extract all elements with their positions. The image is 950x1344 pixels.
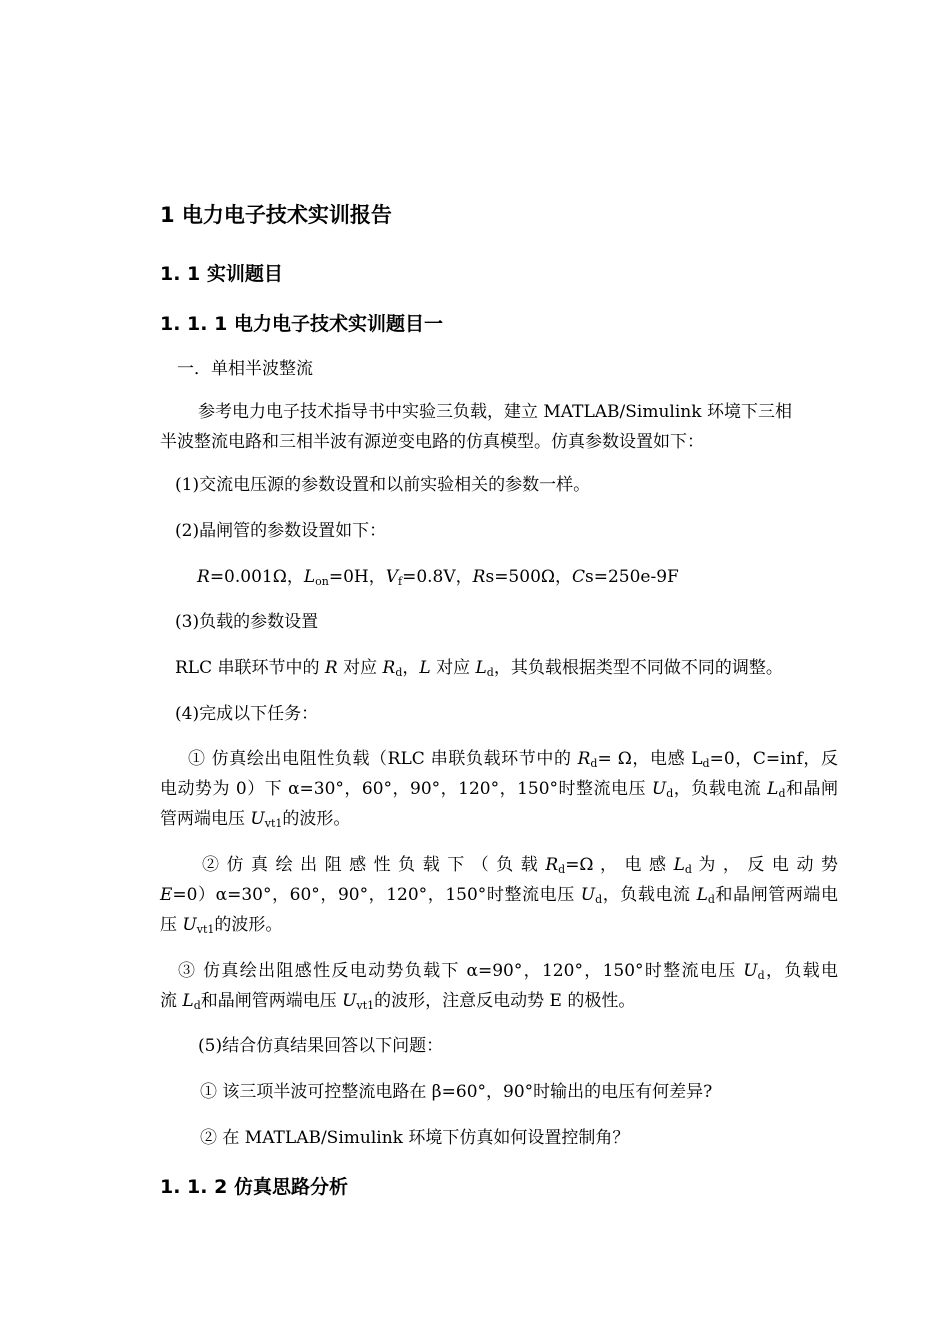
task-3-uvt-symbol: U (342, 991, 357, 1011)
task-3-text: ，负载电 (764, 961, 839, 981)
question-2: ② 在 MATLAB/Simulink 环境下仿真如何设置控制角？ (200, 1128, 630, 1148)
task-2-e-symbol: E (160, 885, 173, 905)
param-cs-value: s=250e-9F (585, 567, 679, 587)
task-1-rd-sub: d (590, 757, 598, 770)
param-l-value: =0H， (328, 567, 386, 587)
task-2 (160, 850, 838, 940)
task-2-ld-symbol: L (673, 855, 685, 875)
task-2-text: ② 仿 真 绘 出 阻 感 性 负 载 下 （ 负 载 (202, 855, 546, 875)
task-1-ld-sub: d (702, 757, 710, 770)
task-1-ud-sub: d (666, 787, 674, 800)
task-2-rd-sub: d (558, 863, 566, 876)
task-1-text: 电动势为 0）下 α=30°，60°，90°，120°，150°时整流电压 (160, 779, 652, 799)
task-1-line-1 (160, 744, 838, 774)
task-3-ld-symbol: L (182, 991, 194, 1011)
task-1-text: ，负载电流 (673, 779, 768, 799)
rlc-text-5: ，其负载根据类型不同做不同的调整。 (493, 658, 783, 678)
item-one-heading: 一．单相半波整流 (177, 359, 313, 379)
task-2-uvt-sub: vt1 (196, 923, 215, 936)
param-r-value: =0.001Ω， (209, 567, 304, 587)
task-2-line-2 (160, 880, 838, 910)
rlc-rd-symbol: R (382, 658, 396, 678)
step-3: (3)负载的参数设置 (175, 612, 319, 632)
param-r-symbol: R (197, 567, 210, 587)
rlc-ld-sub: d (486, 666, 494, 679)
thyristor-params (197, 562, 875, 592)
task-3-ld-sub: d (193, 999, 201, 1012)
task-1-text: =0，C=inf，反 (709, 749, 838, 769)
subsection-2-title: 1. 1. 2 仿真思路分析 (160, 1176, 348, 1198)
task-1 (160, 744, 838, 834)
task-3-uvt-sub: vt1 (356, 999, 375, 1012)
step-2: (2)晶闸管的参数设置如下： (175, 521, 387, 541)
param-v-sub: f (398, 575, 403, 588)
step-5: (5)结合仿真结果回答以下问题： (198, 1036, 444, 1056)
rlc-description (175, 653, 853, 683)
task-1-text: 和晶闸 (785, 779, 839, 799)
task-1-ld-symbol: L (767, 779, 779, 799)
task-2-uvt-symbol: U (182, 915, 197, 935)
subsection-title: 1. 1. 1 电力电子技术实训题目一 (160, 313, 443, 335)
task-2-ld-symbol: L (696, 885, 708, 905)
task-2-line-1 (160, 850, 838, 880)
task-3-ud-sub: d (757, 969, 765, 982)
rlc-rd-sub: d (395, 666, 403, 679)
task-1-text: 的波形。 (282, 809, 351, 829)
task-2-ld-sub: d (707, 893, 715, 906)
param-v-value: =0.8V， (402, 567, 473, 587)
section-title: 1. 1 实训题目 (160, 263, 283, 285)
param-cs-symbol: C (571, 567, 585, 587)
param-rs-symbol: R (472, 567, 486, 587)
task-3-line-1 (160, 956, 838, 986)
intro-paragraph (160, 397, 838, 457)
rlc-text-3: ， (402, 658, 420, 678)
rlc-text-4: 对应 (430, 658, 476, 678)
task-2-ud-sub: d (595, 893, 603, 906)
task-1-uvt-symbol: U (250, 809, 265, 829)
rlc-text-1: RLC 串联环节中的 (175, 658, 325, 678)
step-1: (1)交流电压源的参数设置和以前实验相关的参数一样。 (175, 475, 591, 495)
task-3-text: 的波形，注意反电动势 E 的极性。 (374, 991, 636, 1011)
task-2-text: =Ω ， 电 感 (565, 855, 674, 875)
chapter-title: 1 电力电子技术实训报告 (160, 203, 392, 227)
param-l-sub: on (315, 575, 329, 588)
task-3-text: ③ 仿真绘出阻感性反电动势负载下 α=90°，120°，150°时整流电压 (178, 961, 744, 981)
task-2-text: =0）α=30°，60°，90°，120°，150°时整流电压 (172, 885, 581, 905)
rlc-text-2: 对应 (337, 658, 383, 678)
intro-line-1: 参考电力电子技术指导书中实验三负载，建立 MATLAB/Simulink 环境下三相 (198, 402, 792, 422)
task-3-line-2 (160, 986, 838, 1016)
rlc-ld-symbol: L (475, 658, 487, 678)
rlc-r-symbol: R (324, 658, 338, 678)
task-2-text: 的波形。 (214, 915, 283, 935)
intro-line-2: 半波整流电路和三相半波有源逆变电路的仿真模型。仿真参数设置如下： (160, 432, 704, 452)
task-1-uvt-sub: vt1 (264, 817, 283, 830)
task-3 (160, 956, 838, 1016)
task-2-text: 压 (160, 915, 183, 935)
param-l-symbol: L (303, 567, 316, 587)
step-4: (4)完成以下任务： (175, 704, 319, 724)
task-2-ld-sub: d (684, 863, 692, 876)
param-v-symbol: V (385, 567, 399, 587)
task-2-rd-symbol: R (545, 855, 559, 875)
param-rs-value: s=500Ω， (485, 567, 572, 587)
task-3-ud-symbol: U (743, 961, 758, 981)
task-1-text: 管两端电压 (160, 809, 251, 829)
task-1-line-3 (160, 804, 838, 834)
task-3-text: 流 (160, 991, 183, 1011)
task-1-ud-symbol: U (651, 779, 667, 799)
task-1-ld-sub: d (778, 787, 786, 800)
task-2-ud-symbol: U (580, 885, 596, 905)
task-1-text: ① 仿真绘出电阻性负载（RLC 串联负载环节中的 (188, 749, 578, 769)
task-2-text: 为 ， 反 电 动 势 (691, 855, 838, 875)
task-2-text: ，负载电流 (602, 885, 697, 905)
task-1-text: = Ω，电感 L (597, 749, 703, 769)
task-2-text: 和晶闸管两端电 (714, 885, 839, 905)
question-1: ① 该三项半波可控整流电路在 β=60°，90°时输出的电压有何差异? (200, 1082, 713, 1102)
rlc-l-symbol: L (419, 658, 431, 678)
task-1-rd-symbol: R (577, 749, 591, 769)
task-1-line-2 (160, 774, 838, 804)
task-2-line-3 (160, 910, 838, 940)
task-3-text: 和晶闸管两端电压 (200, 991, 343, 1011)
